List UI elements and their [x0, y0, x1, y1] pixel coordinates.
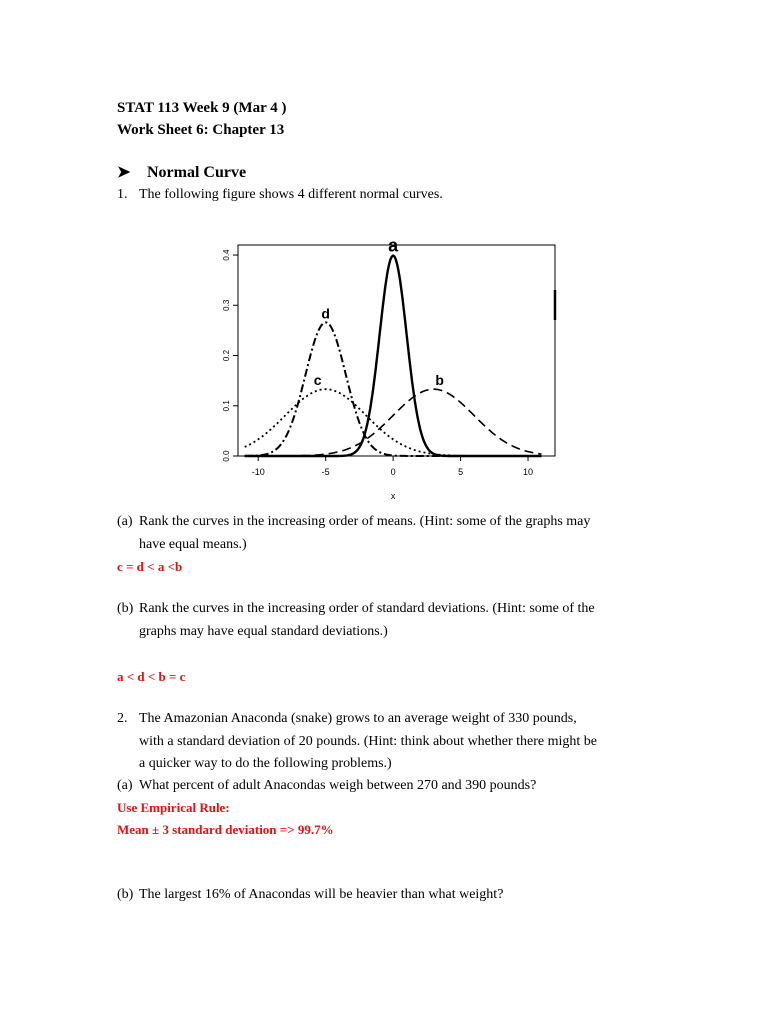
curve-label-b: b [435, 372, 444, 389]
x-tick-label: 5 [458, 467, 464, 477]
question-2-cont-1: with a standard deviation of 20 pounds. (Hint: think about whether there might be [139, 734, 598, 749]
curve-b [245, 389, 542, 456]
course-header: STAT 113 Week 9 (Mar 4 ) [117, 100, 287, 116]
question-1a-cont: have equal means.) [139, 537, 247, 552]
part-marker: (a) [117, 778, 133, 793]
x-tick-label: -5 [321, 467, 330, 477]
x-tick-label: -10 [251, 467, 265, 477]
y-tick-label: 0.1 [222, 400, 231, 412]
answer-2a-line-1: Use Empirical Rule: [117, 800, 230, 815]
section-title: Normal Curve [147, 164, 247, 181]
question-1b-cont: graphs may have equal standard deviations.) [139, 624, 388, 639]
x-tick-label: 0 [390, 467, 396, 477]
answer-2a-line-2: Mean ± 3 standard deviation => 99.7% [117, 822, 334, 837]
part-marker: (a) [117, 514, 133, 529]
question-1b [117, 601, 595, 617]
question-text: The Amazonian Anaconda (snake) grows to an average weight of 330 pounds, [139, 711, 577, 726]
part-text: What percent of adult Anacondas weigh between 270 and 390 pounds? [139, 778, 537, 793]
curve-d [245, 322, 542, 456]
question-2-cont-2: a quicker way to do the following problems.) [139, 756, 392, 771]
normal-curves-chart [205, 235, 560, 505]
part-text: The largest 16% of Anacondas will be heavier than what weight? [139, 887, 504, 902]
x-tick-label: 10 [523, 467, 534, 477]
question-number: 1. [117, 187, 128, 202]
y-tick-label: 0.3 [222, 299, 231, 311]
question-text: The following figure shows 4 different normal curves. [139, 187, 443, 202]
question-2a [117, 778, 536, 794]
answer-1b: a < d < b = c [117, 669, 186, 684]
curve-a [245, 256, 542, 456]
y-tick-label: 0.0 [222, 450, 231, 462]
curve-label-d: d [321, 305, 330, 322]
part-text: Rank the curves in the increasing order of standard deviations. (Hint: some of the [139, 601, 595, 616]
question-1a [117, 514, 590, 530]
curve-label-c: c [313, 372, 322, 389]
part-marker: (b) [117, 887, 134, 902]
question-1 [117, 187, 443, 203]
y-tick-label: 0.2 [222, 349, 231, 362]
y-tick-label: 0.4 [222, 249, 231, 261]
answer-1a: c = d < a <b [117, 559, 183, 574]
question-number: 2. [117, 711, 128, 726]
question-2 [117, 711, 577, 727]
plot-frame [238, 245, 555, 456]
question-2b [117, 887, 503, 903]
part-text: Rank the curves in the increasing order of means. (Hint: some of the graphs may [139, 514, 591, 529]
section-heading [117, 162, 246, 182]
part-marker: (b) [117, 601, 134, 616]
curve-c [245, 389, 542, 456]
x-axis-label: x [390, 491, 396, 501]
worksheet-title: Work Sheet 6: Chapter 13 [117, 122, 285, 138]
arrow-bullet-icon: ➤ [117, 164, 131, 181]
curve-label-a: a [388, 235, 399, 256]
